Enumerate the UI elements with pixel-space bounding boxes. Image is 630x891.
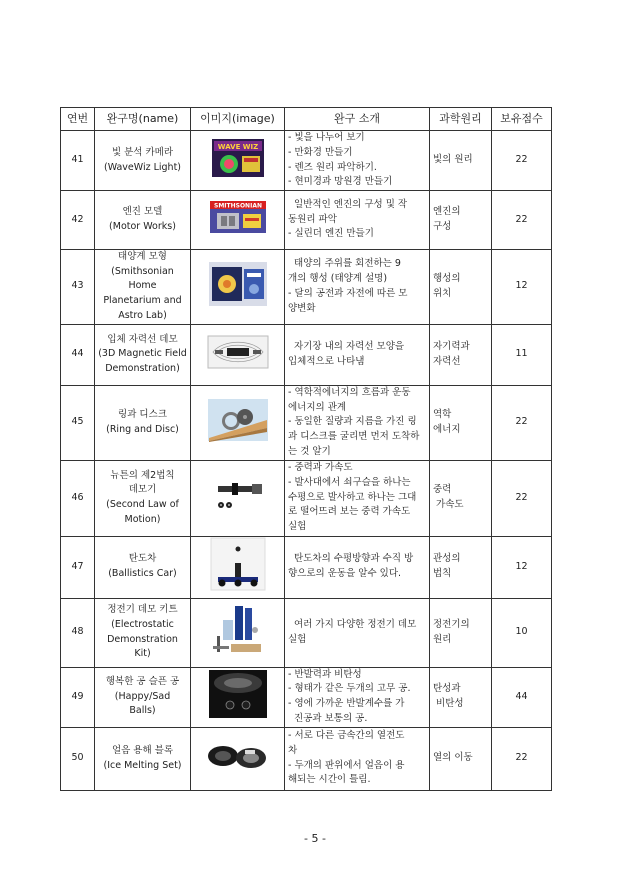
toy-name-line: (Electrostatic [111,618,174,630]
row-number: 47 [61,536,95,598]
header-description: 완구 소개 [285,108,430,131]
toy-name-line: 빛 분석 카메라 [111,146,174,158]
toy-name-line: 탄도차 [128,553,157,565]
description-line: 개의 행성 (태양계 설명) [288,273,388,285]
header-no: 연번 [61,108,95,131]
description-line: - 실린더 엔진 만들기 [288,228,374,240]
description-line: - 형태가 같은 두개의 고무 공. [288,683,411,695]
principle-line: 법칙 [433,568,452,580]
description-line: 해되는 시간이 틀림. [288,774,371,786]
science-principle [430,324,492,385]
toy-name-line: (Motor Works) [109,221,176,232]
toy-name-line: (Ballistics Car) [108,568,177,580]
toy-name [95,385,191,460]
toy-name-line: 행복한 공 슬픈 공 [105,676,180,688]
toy-name-line: (Smithsonian Home [111,265,174,292]
header-principle: 과학원리 [430,108,492,131]
principle-line: 에너지 [433,423,461,435]
ring-disc-thumbnail [207,398,269,448]
holding-count: 12 [492,250,552,325]
description-line: 실험 [288,633,307,645]
toy-description [285,598,430,667]
description-line: 는 것 알기 [288,445,331,457]
toy-image [191,385,285,460]
principle-line: 빛의 원리 [433,154,473,166]
principle-line: 탄성과 [433,683,461,695]
description-line: - 서로 다른 금속간의 열전도 [288,730,405,742]
holding-count: 22 [492,727,552,790]
description-line: - 역학적에너지의 흐름과 운동 [288,386,411,398]
toy-image [191,460,285,536]
description-line: 동원리 파악 [288,213,337,225]
toy-name-line: 뉴튼의 제2법칙 [110,469,175,481]
science-principle [430,385,492,460]
table-row [61,536,552,598]
principle-line: 가속도 [433,499,464,511]
toy-name-line: (Happy/Sad [114,690,171,702]
wavewiz-box-thumbnail [211,138,265,184]
toy-name-line: (Ice Melting Set) [103,759,182,771]
science-principle [430,598,492,667]
toy-name-line: 정전기 데모 키트 [107,604,178,616]
table-row [61,324,552,385]
toy-image [191,250,285,325]
electrostatic-kit-thumbnail [209,600,267,666]
principle-line: 비탄성 [433,698,464,710]
header-name: 완구명(name) [95,108,191,131]
description-line: 에너지의 관계 [288,401,347,413]
description-line: - 중력과 가속도 [288,462,353,474]
science-principle [430,536,492,598]
description-line: - 달의 공전과 자전에 따른 모 [288,287,408,299]
toy-name [95,598,191,667]
header-score: 보유점수 [492,108,552,131]
toy-image [191,667,285,727]
toy-description [285,460,430,536]
holding-count: 10 [492,598,552,667]
planetarium-box-thumbnail [208,261,268,313]
toy-description [285,324,430,385]
svg-text:WAVE WIZ: WAVE WIZ [217,142,258,151]
holding-count: 12 [492,536,552,598]
table-row [61,460,552,536]
table-row [61,250,552,325]
principle-line: 관성의 [433,553,461,565]
science-principle [430,727,492,790]
toy-image [191,727,285,790]
principle-line: 중력 [433,484,452,496]
toy-image [191,131,285,191]
toy-image [191,598,285,667]
toy-description [285,667,430,727]
description-line: 여러 가지 다양한 정전기 데모 [288,618,417,630]
header-image: 이미지(image) [191,108,285,131]
ice-melting-set-thumbnail [205,736,271,782]
toy-name-line: (Second Law of [106,499,179,511]
description-line: 탄도차의 수평방향과 수직 방 [288,553,414,565]
happy-sad-balls-thumbnail [208,669,268,725]
description-line: - 발사대에서 쇠구슬을 하나는 [288,477,411,489]
row-number: 43 [61,250,95,325]
description-line: - 렌즈 원리 파악하기. [288,161,377,173]
toy-name [95,250,191,325]
principle-line: 엔진의 [433,206,461,218]
toy-name-line: (3D Magnetic Field [98,348,187,360]
description-line: 일반적인 엔진의 구성 및 작 [288,198,408,210]
science-principle [430,191,492,250]
row-number: 41 [61,131,95,191]
science-principle [430,667,492,727]
principle-line: 자력선 [433,355,461,367]
ballistics-car-thumbnail [210,537,266,597]
toy-name [95,191,191,250]
description-line: - 현미경과 망원경 만들기 [288,176,393,188]
page-number: - 5 - [304,832,326,845]
principle-line: 자기력과 [433,340,470,352]
toy-name-line: (Ring and Disc) [106,423,179,435]
table-row [61,727,552,790]
science-principle [430,131,492,191]
science-principle [430,250,492,325]
toy-description [285,191,430,250]
holding-count: 22 [492,191,552,250]
description-line: 로 떨어뜨려 보는 중력 가속도 [288,506,411,518]
science-principle [430,460,492,536]
toy-name-line: 링과 디스크 [118,408,167,420]
toy-name-line: 입체 자력선 데모 [107,333,178,345]
description-line: 향으로의 운동을 알수 있다. [288,568,402,580]
row-number: 46 [61,460,95,536]
description-line: - 동일한 질량과 지름을 가진 링 [288,416,417,428]
holding-count: 11 [492,324,552,385]
description-line: - 두개의 판위에서 얼음이 용 [288,759,405,771]
toy-name-line: Astro Lab) [118,309,167,321]
toy-name [95,667,191,727]
toy-name-line: Demonstration Kit) [107,633,178,660]
principle-line: 원리 [433,633,452,645]
holding-count: 22 [492,460,552,536]
toy-name-line: Demonstration) [105,362,180,374]
holding-count: 44 [492,667,552,727]
description-line: 수평으로 발사하고 하나는 그대 [288,491,417,503]
description-line: - 영에 가까운 반발계수를 가 [288,698,405,710]
table-row [61,191,552,250]
toy-image [191,324,285,385]
toy-description [285,385,430,460]
description-line: 태양의 주위를 회전하는 9 [288,258,401,270]
description-line: 실험 [288,521,307,533]
svg-text:SMITHSONIAN: SMITHSONIAN [213,202,262,210]
description-line: 진공과 보통의 공. [288,712,368,724]
table-row [61,131,552,191]
toy-name-line: 엔진 모델 [122,206,163,218]
description-line: 양변화 [288,302,316,314]
toy-name-line: 얼음 용해 블록 [111,744,174,756]
row-number: 48 [61,598,95,667]
toy-image [191,191,285,250]
principle-line: 구성 [433,221,452,232]
row-number: 49 [61,667,95,727]
table-row [61,667,552,727]
description-line: 과 디스크를 굴리면 먼저 도착하 [288,430,420,442]
row-number: 50 [61,727,95,790]
principle-line: 정전기의 [433,618,470,630]
principle-line: 역학 [433,408,452,420]
description-line: 입체적으로 나타냄 [288,355,365,367]
toy-name [95,536,191,598]
row-number: 44 [61,324,95,385]
toy-description [285,250,430,325]
toy-name [95,727,191,790]
toy-description [285,727,430,790]
row-number: 45 [61,385,95,460]
toy-name-line: (WaveWiz Light) [103,161,182,173]
header-row [61,108,552,131]
row-number: 42 [61,191,95,250]
toy-name-line: 데모기 [128,484,157,496]
holding-count: 22 [492,131,552,191]
motor-works-box-thumbnail [209,200,267,240]
principle-line: 열의 이동 [433,752,473,764]
description-line: - 만화경 만들기 [288,146,353,158]
description-line: 자기장 내의 자력선 모양을 [288,340,405,352]
toy-name [95,324,191,385]
toy-description [285,536,430,598]
description-line: - 빛을 나누어 보기 [288,132,365,144]
toy-name [95,131,191,191]
second-law-thumbnail [208,477,268,519]
toy-inventory-table [60,107,552,791]
description-line: 차 [288,744,298,756]
toy-name-line: Motion) [124,513,161,525]
toy-image [191,536,285,598]
table-row [61,385,552,460]
principle-line: 위치 [433,287,452,299]
principle-line: 행성의 [433,273,461,285]
table-row [61,598,552,667]
toy-name-line: 태양계 모형 [118,251,167,262]
magnetic-field-thumbnail [207,335,269,375]
toy-name [95,460,191,536]
toy-name-line: Planetarium and [103,295,182,307]
description-line: - 반발력과 비탄성 [288,668,362,680]
toy-name-line: Balls) [129,705,156,717]
holding-count: 22 [492,385,552,460]
toy-description [285,131,430,191]
